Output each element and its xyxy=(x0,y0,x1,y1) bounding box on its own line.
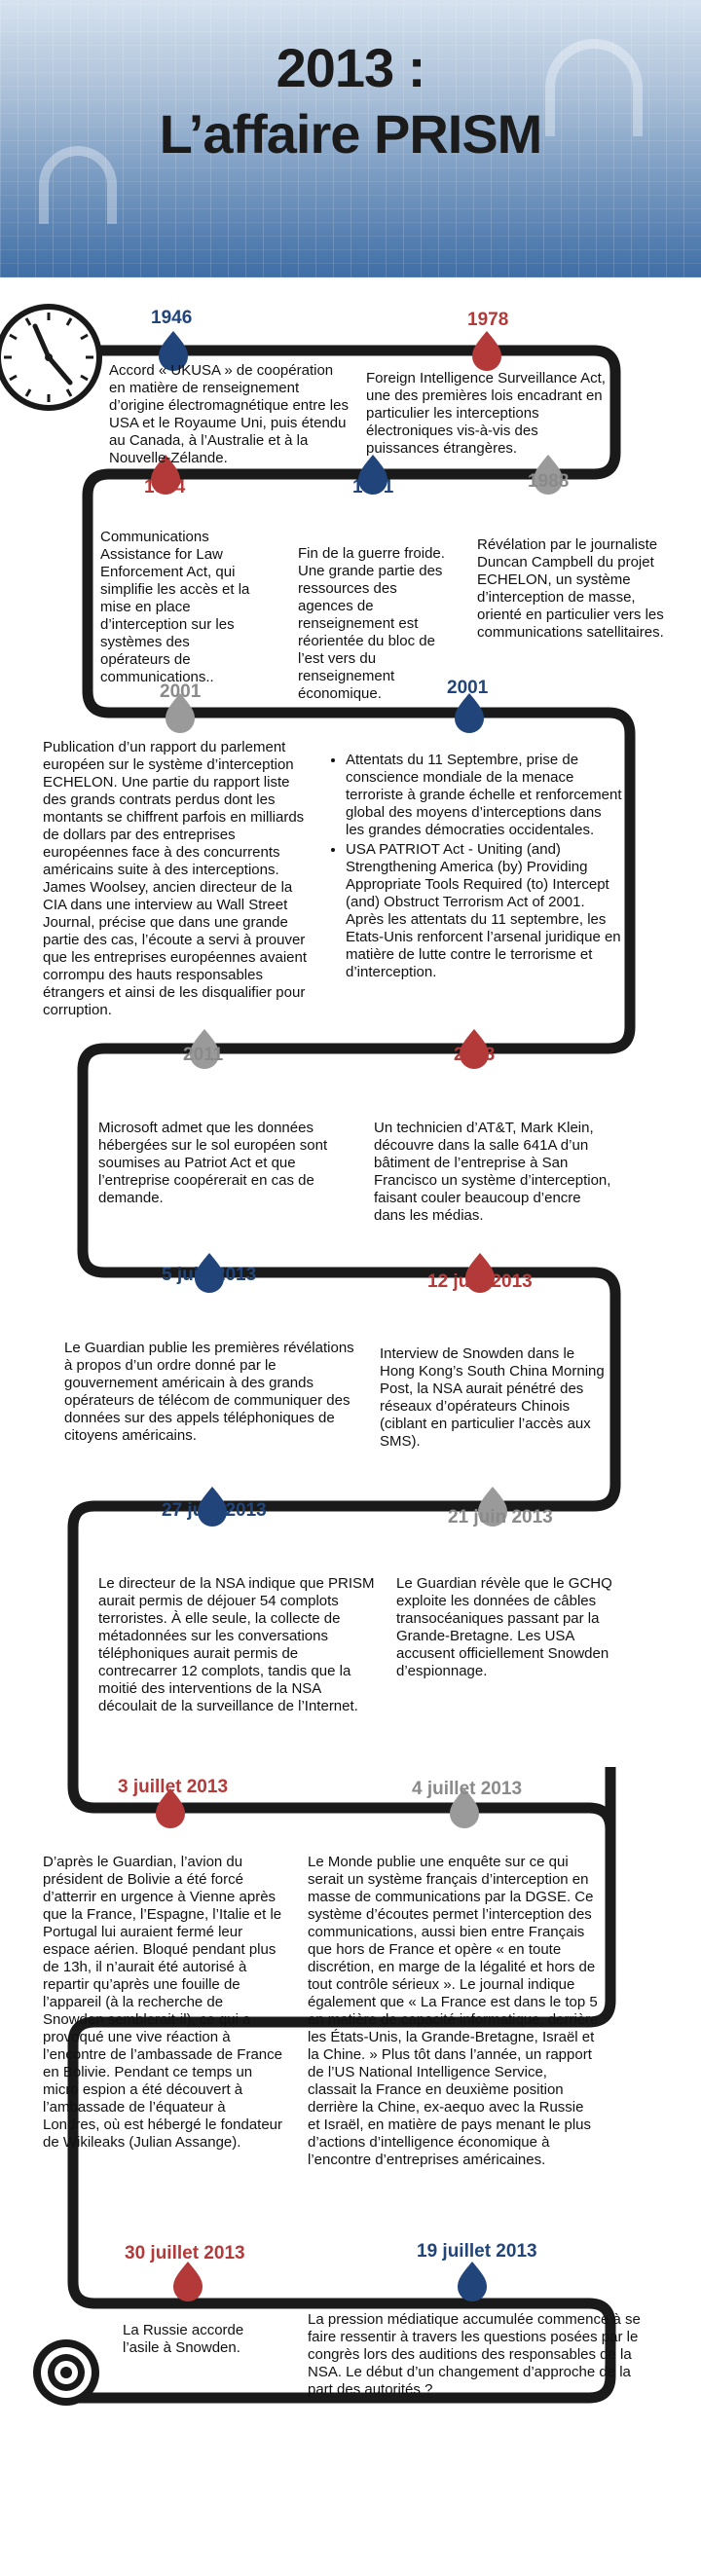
event-text: Publication d’un rapport du parlement européen sur le système d’interception ECHELON. Une partie du rapport liste des grands contrats perdus dont les montants se chiffrent parfois en milliards de dollars par des entreprises européennes face à des concurrents américains suite à des interceptions. James Woolsey, ancien directeur de la CIA dans une interview au Wall Street Journal, précise que dans une grande partie des cas, l’écoute a servi à prouver que les entreprises européennes avaient corrompu des hauts responsables étrangers et ainsi de les disqualifier pour corruption. xyxy=(43,739,308,1018)
year-label: 21 juin 2013 xyxy=(448,1507,553,1527)
year-label: 2001 xyxy=(160,681,202,702)
event-bullet-list xyxy=(328,752,623,983)
event-text: Un technicien d’AT&T, Mark Klein, découvre dans la salle 641A d’un bâtiment de l’entreprise à San Francisco un système d’interception, faisant couler beaucoup d’encre dans les médias. xyxy=(374,1120,611,1224)
marker-30juillet xyxy=(173,2262,203,2301)
year-label: 19 juillet 2013 xyxy=(417,2241,537,2262)
event-text: Le directeur de la NSA indique que PRISM aurait permis de déjouer 54 complots terroristes. À elle seule, la collecte de métadonnées sur les conversations téléphoniques aurait permis de contrecarrer 12 complots, tandis que la moitié des interventions de la NSA découlait de la surveillance de l’Internet. xyxy=(98,1575,375,1714)
year-label: 4 juillet 2013 xyxy=(412,1779,523,1799)
event-text: Le Guardian publie les premières révélations à propos d’un ordre donné par le gouvernement américain à des grands opérateurs de télécom de communiquer des données sur des appels téléphoniques de citoyens américains. xyxy=(64,1340,354,1444)
event-text: Le Monde publie une enquête sur ce qui serait un système français d’interception en masse de communications par la DGSE. Ce système d’écoutes permet l’interception des communications, aussi bien entre Français que hors de France et opère « en toute discrétion, en marge de la légalité et hors de tout contrôle sérieux ». Le journal indique également que « La France est dans le top 5 en matière de capacité informatique, derrière les États-Unis, la Grande-Bretagne, Israël et la Chine. » Plus tôt dans l’année, un rapport de l’US National Intelligence Service, classait la France en deuxième position derrière la Chine, ex-aequo avec la Russie et Israël, en matière de pays menant le plus d’actions d’intelligence économique à l’encontre d’entreprises américaines. xyxy=(308,1854,599,2168)
year-label: 5 juin 2013 xyxy=(162,1265,257,1285)
year-label: 2003 xyxy=(454,1045,496,1065)
event-text: Communications Assistance for Law Enforcement Act, qui simplifie les accès et la mise en place d’interception sur les systèmes des opérateurs de communications.. xyxy=(100,529,250,685)
event-bullet: • Attentats du 11 Septembre, prise de conscience mondiale de la menace terroriste à grande échelle et renforcement global des moyens d’interceptions dans les grandes démocraties occidentales. xyxy=(346,752,623,839)
event-bullet: • USA PATRIOT Act - Uniting (and) Strengthening America (by) Providing Appropriate Tools Required (to) Intercept (and) Obstruct Terrorism Act of 2001. Après les attentats du 11 septembre, les Etats-Unis renforcent l’arsenal juridique en matière de lutte contre le terrorisme et d’interception. xyxy=(346,841,623,981)
year-label: 1988 xyxy=(528,471,570,492)
event-text: La pression médiatique accumulée commence à se faire ressentir à travers les questions posées par le congrès lors des auditions des responsables de la NSA. Le début d’un changement d’approche de la part des autorités ? xyxy=(308,2311,641,2398)
title-line1: 2013 : xyxy=(276,37,425,98)
event-text: La Russie accorde l’asile à Snowden. xyxy=(123,2322,244,2356)
clock-icon xyxy=(0,307,99,408)
target-icon xyxy=(33,2339,99,2406)
event-text: Révélation par le journaliste Duncan Campbell du projet ECHELON, un système d’interception de masse, orienté en particulier vers les communications satellitaires. xyxy=(477,536,664,641)
event-text: Foreign Intelligence Surveillance Act, une des premières lois encadrant en particulier les interceptions électroniques vis-à-vis des puissances étrangères. xyxy=(366,370,606,457)
event-text: Microsoft admet que les données hébergées sur le sol européen sont soumises au Patriot Act et que l’entreprise coopérerait en cas de demande. xyxy=(98,1120,328,1206)
event-text: D’après le Guardian, l’avion du président de Bolivie a été forcé d’atterrir en urgence à Vienne après que la France, l’Espagne, l’Italie et le Portugal lui auraient fermé leur espace aérien. Bloqué pendant plus de 13h, il n’aurait été autorisé à repartir qu’après une fouille de l’appareil (à la recherche de Snowden semblerait-il), ce qui a provoqué une vive réaction à l’encontre de l’ambassade de France en Bolivie. Pendant ce temps un micro espion a été découvert à l’ambassade de l’équateur à Londres, où est hébergé le fondateur de Wikileaks (Julian Assange). xyxy=(43,1854,283,2151)
marker-2001b xyxy=(455,693,484,733)
year-label: 1994 xyxy=(144,477,186,497)
year-label: 12 juin 2013 xyxy=(427,1271,533,1292)
year-label: 1991 xyxy=(352,477,394,497)
year-label: 3 juillet 2013 xyxy=(118,1777,229,1797)
header-banner xyxy=(0,0,701,277)
year-label: 27 juin 2013 xyxy=(162,1500,267,1521)
year-label: 1978 xyxy=(467,310,509,330)
event-text: Accord « UKUSA » de coopération en matière de renseignement d’origine électromagnétique entre les USA et le Royaume Uni, puis étendu au Canada, à l’Australie et à la Nouvelle-Zélande. xyxy=(109,362,349,466)
event-text: Fin de la guerre froide. Une grande partie des ressources des agences de renseignement est réorientée du bloc de l’est vers du renseignement économique. xyxy=(298,545,445,702)
marker-19juillet xyxy=(458,2262,487,2301)
year-label: 30 juillet 2013 xyxy=(125,2243,245,2263)
marker-1978 xyxy=(472,331,501,371)
event-text: Interview de Snowden dans le Hong Kong’s South China Morning Post, la NSA aurait pénétré des réseaux d’opérateurs Chinois (ciblant en particulier l’accès aux SMS). xyxy=(380,1345,605,1450)
title-line2: L’affaire PRISM xyxy=(159,103,542,165)
event-text: Le Guardian révèle que le GCHQ exploite les données de câbles transocéaniques passant par la Grande-Bretagne. Les USA accusent officiellement Snowden d’espionnage. xyxy=(396,1575,612,1679)
year-label: 1946 xyxy=(151,308,193,328)
year-label: 2001 xyxy=(447,678,489,698)
year-label: 2011 xyxy=(183,1045,224,1065)
